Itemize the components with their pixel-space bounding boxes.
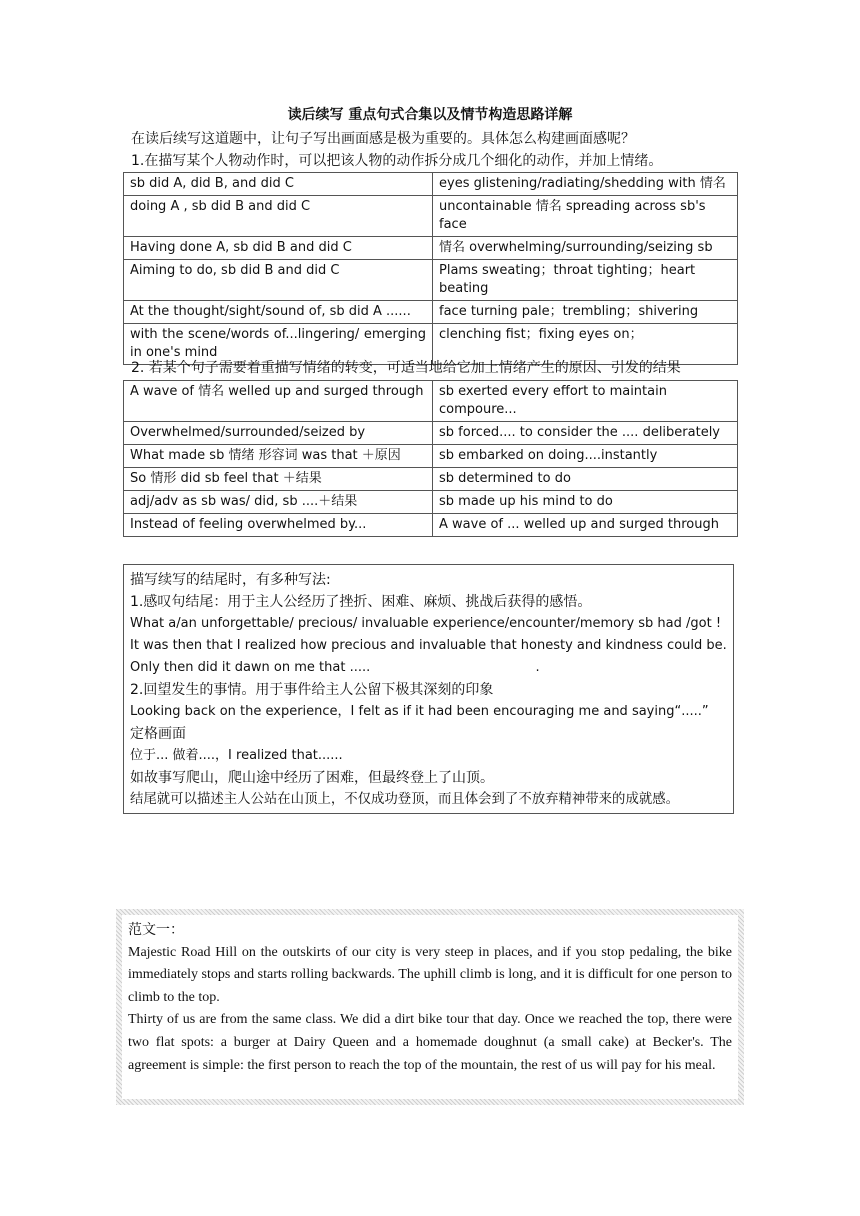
table-cell: clenching fist；fixing eyes on； [433, 324, 738, 365]
table-cell: doing A , sb did B and did C [124, 196, 433, 237]
sample-essay-content [122, 915, 738, 1099]
table-cell: with the scene/words of...lingering/ emerging in one's mind [124, 324, 433, 365]
table-cell: eyes glistening/radiating/shedding with 情名 [433, 173, 738, 196]
ending-tip-line: 定格画面 [130, 726, 186, 742]
table-row [124, 301, 738, 324]
table-cell: sb did A, did B, and did C [124, 173, 433, 196]
table-cell: A wave of 情名 welled up and surged through [124, 381, 433, 422]
table-cell: sb determined to do [433, 468, 738, 491]
table-row [124, 196, 738, 237]
table-row [124, 422, 738, 445]
ending-tip-line: 位于... 做着....，I realized that...... [130, 748, 343, 763]
intro-text: 在读后续写这道题中，让句子写出画面感是极为重要的。具体怎么构建画面感呢？ [131, 131, 635, 147]
page-title: 读后续写 重点句式合集以及情节构造思路详解 [287, 107, 573, 123]
table-cell: sb embarked on doing....instantly [433, 445, 738, 468]
table-cell: Instead of feeling overwhelmed by... [124, 514, 433, 537]
emotion-phrases-table [123, 380, 738, 537]
sample-essay-label: 范文一： [128, 922, 184, 938]
table-cell: adj/adv as sb was/ did, sb ....＋结果 [124, 491, 433, 514]
action-phrases-table [123, 172, 738, 365]
table-row [124, 445, 738, 468]
table-cell: Plams sweating；throat tighting；heart beating [433, 260, 738, 301]
table-cell: Having done A, sb did B and did C [124, 237, 433, 260]
table-cell: What made sb 情绪 形容词 was that ＋原因 [124, 445, 433, 468]
table-row [124, 260, 738, 301]
ending-tips-box [123, 564, 734, 814]
table-row [124, 491, 738, 514]
sample-essay-box [116, 909, 744, 1105]
table-cell: sb forced.... to consider the .... deliberately [433, 422, 738, 445]
table-cell: So 情形 did sb feel that ＋结果 [124, 468, 433, 491]
table-cell: sb exerted every effort to maintain compoure... [433, 381, 738, 422]
table-cell: face turning pale；trembling；shivering [433, 301, 738, 324]
table-row [124, 237, 738, 260]
section2-heading: 2. 若某个句子需要着重描写情绪的转变，可适当地给它加上情绪产生的原因、引发的结果 [131, 360, 681, 376]
sample-paragraph: Majestic Road Hill on the outskirts of our city is very steep in places, and if you stop pedaling, the bike immediately stops and starts rolling backwards. The uphill climb is long, and it is difficult for one person to climb to the top. [128, 944, 732, 1005]
table-row [124, 468, 738, 491]
table-cell: A wave of ... welled up and surged through [433, 514, 738, 537]
table-cell: At the thought/sight/sound of, sb did A ...... [124, 301, 433, 324]
table-cell: sb made up his mind to do [433, 491, 738, 514]
ending-tip-line: 如故事写爬山，爬山途中经历了困难，但最终登上了山顶。 [130, 770, 494, 786]
ending-tip-line: 1.感叹句结尾：用于主人公经历了挫折、困难、麻烦、挑战后获得的感悟。 [130, 594, 592, 610]
ending-tip-line: It was then that I realized how precious and invaluable that honesty and kindness could be. [130, 638, 727, 653]
table-cell: 情名 overwhelming/surrounding/seizing sb [433, 237, 738, 260]
table-row [124, 173, 738, 196]
sample-paragraph: Thirty of us are from the same class. We did a dirt bike tour that day. Once we reached the top, there were two flat spots: a burger at Dairy Queen and a homemade doughnut (a small cake) at Becker's. The agreement is simple: the first person to reach the top of the mountain, the rest of us will pay for his meal. [128, 1012, 732, 1073]
ending-tip-line: What a/an unforgettable/ precious/ invaluable experience/encounter/memory sb had /got ! [130, 616, 722, 631]
ending-tip-line: Looking back on the experience，I felt as if it had been encouraging me and saying“.....” [130, 704, 709, 719]
section1-heading: 1.在描写某个人物动作时，可以把该人物的动作拆分成几个细化的动作，并加上情绪。 [131, 153, 663, 169]
table-row [124, 381, 738, 422]
ending-tip-line: 结尾就可以描述主人公站在山顶上，不仅成功登顶，而且体会到了不放弃精神带来的成就感。 [130, 792, 680, 807]
table-cell: Overwhelmed/surrounded/seized by [124, 422, 433, 445]
table-cell: uncontainable 情名 spreading across sb's face [433, 196, 738, 237]
ending-tip-line: Only then did it dawn on me that ..... . [130, 660, 540, 675]
ending-tip-line: 2.回望发生的事情。用于事件给主人公留下极其深刻的印象 [130, 682, 494, 698]
table-row [124, 514, 738, 537]
table-cell: Aiming to do, sb did B and did C [124, 260, 433, 301]
ending-tip-line: 描写续写的结尾时，有多种写法: [130, 572, 331, 588]
